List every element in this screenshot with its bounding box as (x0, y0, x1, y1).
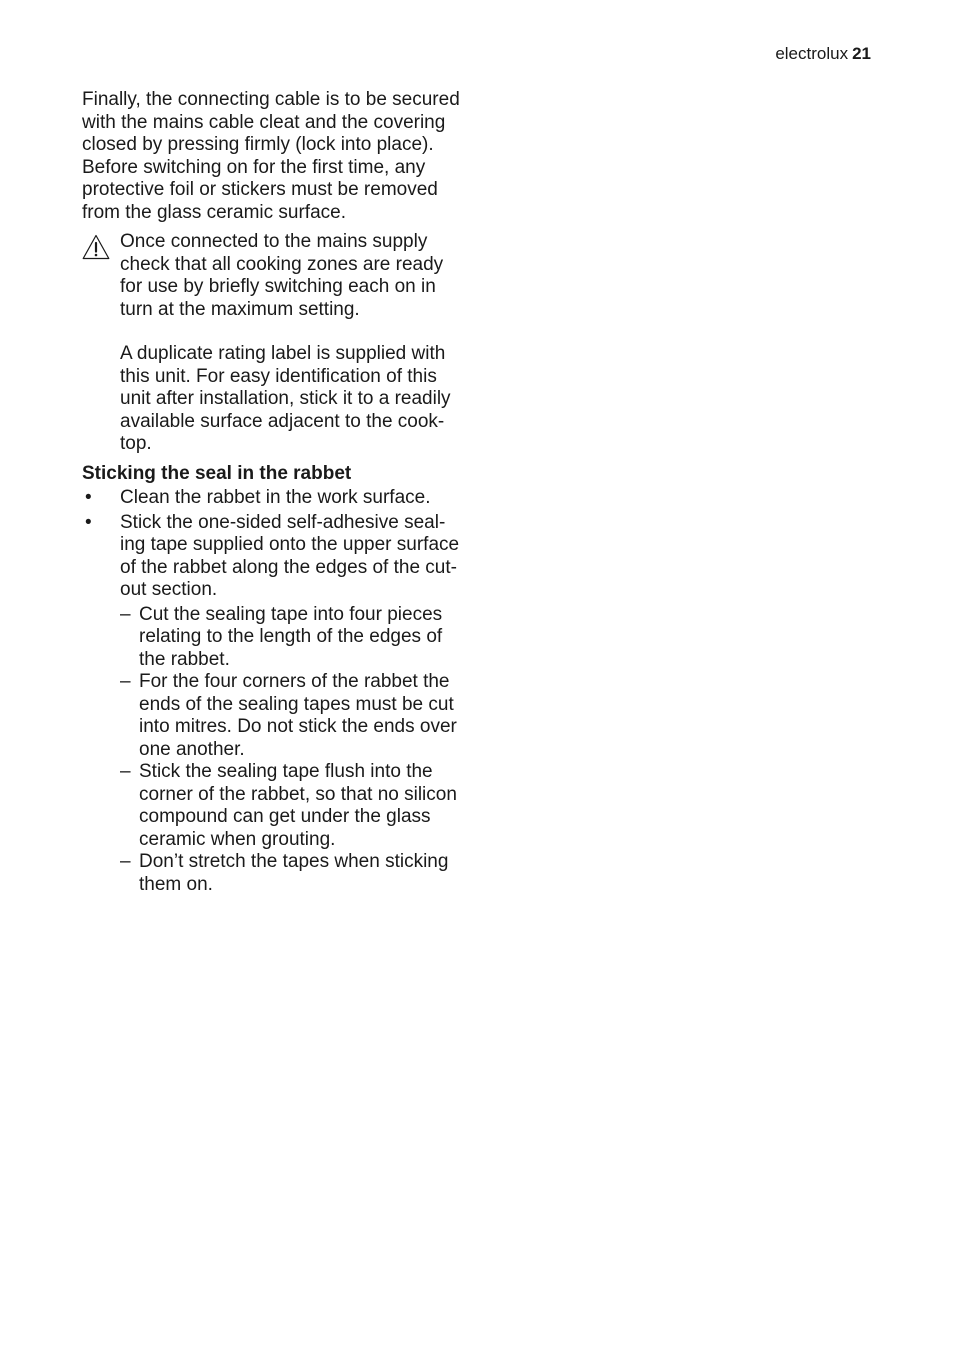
sub-list-item (82, 671, 472, 761)
list-item (82, 512, 472, 602)
list-item-text: Stick the one-sided self-adhesive seal- ing tape supplied onto the upper surface of the rabbet along the edges of the cut- out section. (120, 511, 460, 600)
bullet-mark: • (85, 487, 92, 508)
bullet-mark: • (85, 511, 92, 533)
list-item-text: Clean the rabbet in the work surface. (120, 487, 431, 508)
warning-triangle-icon (82, 234, 110, 260)
sub-list-item (82, 851, 472, 896)
brand-name: electrolux (775, 44, 849, 63)
warning-paragraph-2: A duplicate rating label is supplied with this unit. For easy identification of this unit after installation, stick it to a readily available surface adjacent to the cook- top. (120, 343, 451, 454)
list-item (82, 487, 472, 510)
sub-list-item (82, 604, 472, 672)
sub-list-item-text: Stick the sealing tape flush into the corner of the rabbet, so that no silicon compound can get under the glass ceramic when grouting. (139, 761, 457, 850)
warning-paragraph-1: Once connected to the mains supply check that all cooking zones are ready for use by briefly switching each on in turn at the maximum setting. (120, 231, 444, 320)
sub-list-item (82, 761, 472, 851)
sub-list-item-text: Don’t stretch the tapes when sticking them on. (139, 851, 449, 895)
section-heading: Sticking the seal in the rabbet (82, 462, 352, 484)
sub-list-item-text: For the four corners of the rabbet the ends of the sealing tapes must be cut into mitres. Do not stick the ends over one another. (139, 671, 457, 760)
intro-paragraph: Finally, the connecting cable is to be secured with the mains cable cleat and the covering closed by pressing firmly (lock into place). Before switching on for the first time, any protective foil or stickers must be removed from the glass ceramic surface. (82, 89, 460, 223)
dash-mark: – (120, 851, 131, 872)
page-number: 21 (852, 44, 871, 63)
dash-mark: – (120, 671, 131, 692)
page-header (775, 44, 871, 64)
content-column (82, 89, 472, 896)
warning-note (82, 231, 472, 456)
dash-mark: – (120, 603, 131, 625)
bullet-list (82, 487, 472, 602)
dash-mark: – (120, 761, 131, 782)
dash-list (82, 604, 472, 897)
sub-list-item-text: Cut the sealing tape into four pieces relating to the length of the edges of the rabbet. (139, 603, 443, 670)
